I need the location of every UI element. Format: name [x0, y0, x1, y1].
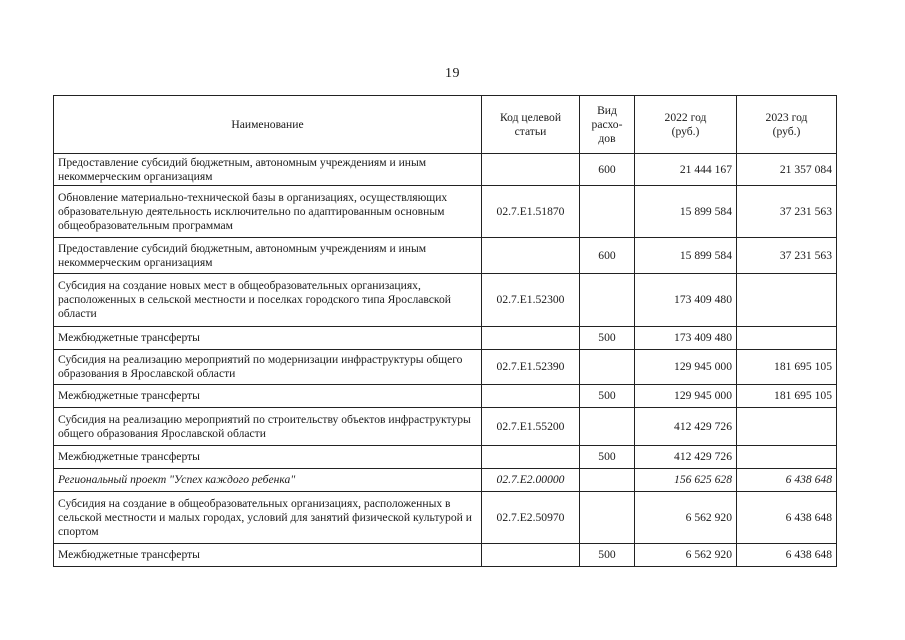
row-year-2022: 129 945 000 [635, 385, 737, 408]
row-year-2023 [737, 327, 837, 350]
row-year-2022: 6 562 920 [635, 544, 737, 567]
row-name: Межбюджетные трансферты [54, 446, 482, 469]
table-header-row [54, 96, 837, 154]
table-row [54, 327, 837, 350]
row-expense-type: 500 [580, 446, 635, 469]
row-year-2022: 129 945 000 [635, 350, 737, 385]
row-year-2023: 6 438 648 [737, 544, 837, 567]
row-year-2022: 173 409 480 [635, 327, 737, 350]
page-number: 19 [445, 66, 460, 81]
row-expense-type [580, 274, 635, 327]
table-row [54, 544, 837, 567]
table-row [54, 408, 837, 446]
row-name: Предоставление субсидий бюджетным, автономным учреждениям и иным некоммерческим организациям [54, 238, 482, 274]
row-year-2023: 37 231 563 [737, 238, 837, 274]
row-code: 02.7.E2.50970 [482, 492, 580, 544]
row-code [482, 544, 580, 567]
row-year-2023: 6 438 648 [737, 492, 837, 544]
row-expense-type: 600 [580, 238, 635, 274]
row-year-2022: 15 899 584 [635, 186, 737, 238]
row-code: 02.7.E1.52390 [482, 350, 580, 385]
row-name: Межбюджетные трансферты [54, 544, 482, 567]
row-code [482, 327, 580, 350]
header-code: Код целевой статьи [482, 96, 580, 154]
row-expense-type [580, 408, 635, 446]
header-year-2022: 2022 год (руб.) [635, 96, 737, 154]
table-row [54, 385, 837, 408]
table-row [54, 238, 837, 274]
row-expense-type: 500 [580, 544, 635, 567]
row-year-2023: 181 695 105 [737, 350, 837, 385]
row-year-2023 [737, 408, 837, 446]
row-name: Межбюджетные трансферты [54, 327, 482, 350]
row-year-2022: 412 429 726 [635, 446, 737, 469]
row-year-2023: 37 231 563 [737, 186, 837, 238]
row-year-2022: 6 562 920 [635, 492, 737, 544]
row-code: 02.7.E1.55200 [482, 408, 580, 446]
row-code: 02.7.E1.51870 [482, 186, 580, 238]
row-code [482, 154, 580, 186]
row-code [482, 385, 580, 408]
row-name: Обновление материально-технической базы в организациях, осуществляющих образовательную деятельность исключительно по адаптированным основным общеобразовательным программам [54, 186, 482, 238]
row-code: 02.7.E2.00000 [482, 469, 580, 492]
row-year-2022: 156 625 628 [635, 469, 737, 492]
row-year-2022: 173 409 480 [635, 274, 737, 327]
table-row [54, 469, 837, 492]
row-year-2023 [737, 446, 837, 469]
row-year-2023 [737, 274, 837, 327]
row-expense-type [580, 186, 635, 238]
row-expense-type [580, 492, 635, 544]
table-row [54, 492, 837, 544]
row-year-2023: 181 695 105 [737, 385, 837, 408]
row-year-2023: 6 438 648 [737, 469, 837, 492]
row-name: Предоставление субсидий бюджетным, автономным учреждениям и иным некоммерческим организациям [54, 154, 482, 186]
header-year-2023: 2023 год (руб.) [737, 96, 837, 154]
table-row [54, 154, 837, 186]
row-name: Субсидия на реализацию мероприятий по строительству объектов инфраструктуры общего образования Ярославской области [54, 408, 482, 446]
budget-table [53, 95, 837, 567]
row-name: Субсидия на реализацию мероприятий по модернизации инфраструктуры общего образования в Ярославской области [54, 350, 482, 385]
row-expense-type [580, 469, 635, 492]
row-expense-type: 500 [580, 327, 635, 350]
table-row [54, 446, 837, 469]
table-row [54, 186, 837, 238]
row-expense-type: 500 [580, 385, 635, 408]
row-name: Региональный проект "Успех каждого ребенка" [54, 469, 482, 492]
table-row [54, 350, 837, 385]
row-name: Субсидия на создание новых мест в общеобразовательных организациях, расположенных в сельской местности и поселках городского типа Ярославской области [54, 274, 482, 327]
row-name: Межбюджетные трансферты [54, 385, 482, 408]
header-expense-type: Вид расхо- дов [580, 96, 635, 154]
row-year-2022: 15 899 584 [635, 238, 737, 274]
row-year-2022: 21 444 167 [635, 154, 737, 186]
table-row [54, 274, 837, 327]
row-year-2023: 21 357 084 [737, 154, 837, 186]
row-code [482, 446, 580, 469]
row-year-2022: 412 429 726 [635, 408, 737, 446]
row-code [482, 238, 580, 274]
row-expense-type [580, 350, 635, 385]
row-expense-type: 600 [580, 154, 635, 186]
row-name: Субсидия на создание в общеобразовательных организациях, расположенных в сельской местности и малых городах, условий для занятий физической культурой и спортом [54, 492, 482, 544]
row-code: 02.7.E1.52300 [482, 274, 580, 327]
header-name: Наименование [54, 96, 482, 154]
